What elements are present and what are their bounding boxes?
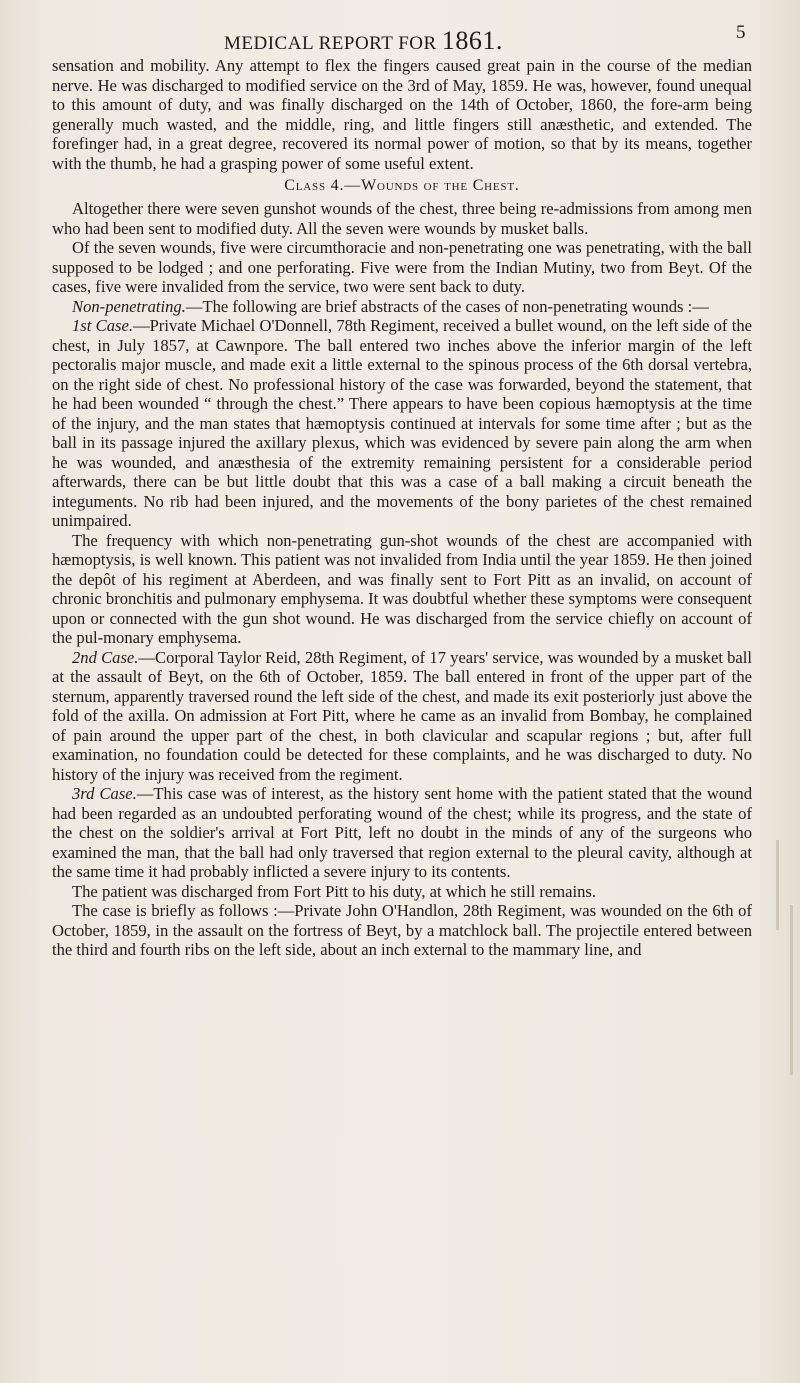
paragraph-non-penetrating (52, 297, 752, 317)
margin-mark (790, 905, 793, 1075)
case-2-label: 2nd Case. (72, 647, 139, 667)
case-1-text: —Private Michael O'Donnell, 78th Regiment, received a bullet wound, on the left side of the chest, in July 1857, at Cawnpore. The ball entered two inches above the inferior margin of the left pectoralis major muscle, and made exit a little external to the spinous process of the 6th dorsal vertebra, on the right side of chest. No professional history of the case was forwarded, beyond the statement, that he had been wounded “ through the chest.” There appears to have been copious hæmoptysis at the time of the injury, and the man states that hæmoptysis continued at intervals for some time after ; but as the ball in its passage injured the axillary plexus, which was evidenced by severe pain along the arm when he was wounded, and anæsthesia of the extremity remaining persistent for a considerable period afterwards, there can be but little doubt that this was a case of a ball making a circuit beneath the integuments. No rib had been injured, and the movements of the bony parietes of the chest remained unimpaired. (52, 316, 752, 530)
paragraph-intro-1: Altogether there were seven gunshot wounds of the chest, three being re-admissions from among men who had been sent to modified duty. All the seven were wounds by musket balls. (52, 199, 752, 238)
page-number: 5 (736, 22, 746, 43)
case-3-label: 3rd Case. (72, 784, 137, 803)
running-title (224, 26, 503, 56)
non-penetrating-label: Non-penetrating. (72, 296, 186, 316)
non-penetrating-text: —The following are brief abstracts of the cases of non-penetrating wounds :— (185, 296, 709, 316)
text-block (52, 22, 752, 960)
running-title-text: MEDICAL REPORT FOR (224, 33, 437, 54)
paragraph-case-1 (52, 316, 752, 531)
paragraph-case-1-continued: The frequency with which non-penetrating gun-shot wounds of the chest are accompanied with hæmoptysis, is well known. This patient was not invalided from India until the year 1859. He then joined the depôt of his regiment at Aberdeen, and was finally sent to Fort Pitt as an invalid, on account of chronic bronchitis and pulmonary emphysema. It was doubtful whether these symptoms were consequent upon or connected with the gun shot wound. He was discharged from the service chiefly on account of the pul-monary emphysema. (52, 530, 752, 647)
running-title-year: 1861. (441, 26, 503, 55)
case-3-text: —This case was of interest, as the history sent home with the patient stated that the wound had been regarded as an undoubted perforating wound of the chest; while its progress, and the state of the chest on the soldier's arrival at Fort Pitt, left no doubt in the minds of any of the surgeons who examined the man, that the ball had only traversed that region external to the pleural cavity, although at the same time it had probably inflicted a severe injury to its contents. (52, 784, 753, 881)
paragraph-case-3 (52, 784, 752, 882)
page-header (52, 22, 752, 56)
paragraph-case-3-details: The case is briefly as follows :—Private John O'Handlon, 28th Regiment, was wounded on the 6th of October, 1859, in the assault on the fortress of Beyt, by a matchlock ball. The projectile entered between the third and fourth ribs on the left side, about an inch external to the mammary line, and (52, 901, 752, 959)
paragraph-case-2 (52, 648, 752, 785)
paragraph-case-3-discharge: The patient was discharged from Fort Pitt to his duty, at which he still remains. (72, 881, 596, 901)
margin-mark (776, 840, 779, 930)
case-2-text: —Corporal Taylor Reid, 28th Regiment, of 17 years' service, was wounded by a musket ball at the assault of Beyt, on the 6th of October, 1859. The ball entered in front of the upper part of the sternum, apparently traversed round the left side of the chest, and made its exit posteriorly just above the fold of the axilla. On admission at Fort Pitt, where he came as an invalid from Bombay, he complained of pain around the upper part of the chest, in both clavicular and scapular regions ; but, after full examination, no foundation could be detected for these complaints, and he was discharged to duty. No history of the injury was received from the regiment. (52, 647, 752, 784)
case-1-label: 1st Case. (72, 316, 133, 335)
section-heading: Class 4.—Wounds of the Chest. (284, 177, 520, 194)
paragraph-continuation: sensation and mobility. Any attempt to flex the fingers caused great pain in the course of the median nerve. He was discharged to modified service on the 3rd of May, 1859. He was, however, found unequal to this amount of duty, and was finally discharged on the 14th of October, 1860, the fore-arm being generally much wasted, and the middle, ring, and little fingers still anæsthetic, and extended. The forefinger had, in a great degree, recovered its normal power of motion, so that by its means, together with the thumb, he had a grasping power of some useful extent. (52, 56, 752, 173)
paragraph-intro-2: Of the seven wounds, five were circumthoracie and non-penetrating one was penetrating, with the ball supposed to be lodged ; and one perforating. Five were from the Indian Mutiny, two from Beyt. Of the cases, five were invalided from the service, two were sent back to duty. (52, 238, 752, 296)
